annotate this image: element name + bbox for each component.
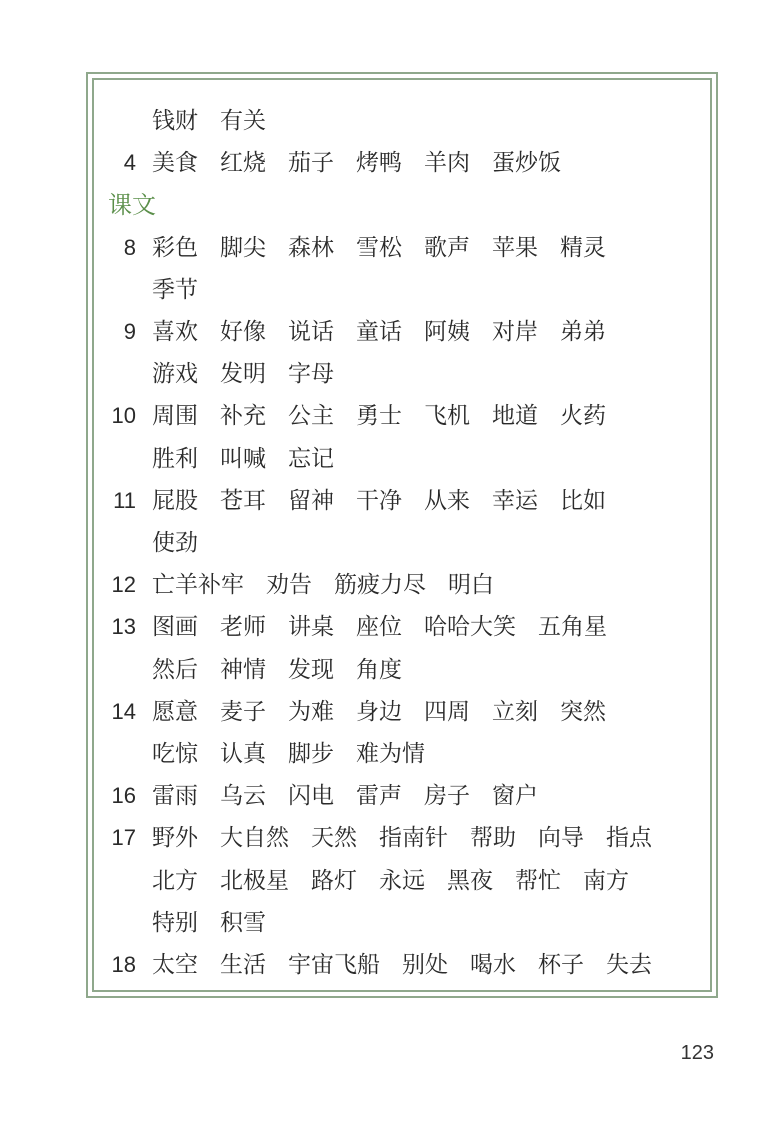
vocab-word: 突然 xyxy=(560,698,606,725)
vocab-word: 美食 xyxy=(152,150,198,177)
vocab-word: 飞机 xyxy=(424,403,470,430)
vocab-word: 别处 xyxy=(402,952,448,978)
vocab-word: 彩色 xyxy=(152,234,198,261)
vocab-word: 闪电 xyxy=(288,783,334,810)
vocab-word: 向导 xyxy=(538,825,584,852)
lesson-number: 10 xyxy=(111,403,136,429)
lesson-number: 12 xyxy=(111,572,136,598)
vocab-word: 宇宙飞船 xyxy=(288,952,380,978)
vocab-word: 失去 xyxy=(606,952,652,978)
vocab-words xyxy=(152,101,288,141)
vocab-word: 干净 xyxy=(356,487,402,514)
vocab-word: 比如 xyxy=(560,487,606,514)
vocab-word: 野外 xyxy=(152,825,198,852)
vocab-word: 烤鸭 xyxy=(356,150,402,177)
vocab-word: 永远 xyxy=(379,867,425,894)
vocab-word: 钱财 xyxy=(152,108,198,134)
vocab-word: 角度 xyxy=(356,656,402,683)
vocab-word: 发明 xyxy=(220,361,266,388)
vocab-word: 勇士 xyxy=(356,403,402,430)
vocab-word: 地道 xyxy=(492,403,538,430)
page-border-inner xyxy=(92,78,712,992)
vocab-word: 明白 xyxy=(448,572,494,599)
vocab-word: 有关 xyxy=(220,108,266,134)
vocab-word: 幸运 xyxy=(492,487,538,514)
vocab-word: 喜欢 xyxy=(152,319,198,345)
section-heading: 课文 xyxy=(108,191,156,220)
vocab-word: 五角星 xyxy=(538,614,607,641)
vocab-word: 使劲 xyxy=(152,530,198,556)
vocab-word: 公主 xyxy=(288,403,334,430)
vocab-word: 苹果 xyxy=(492,234,538,261)
vocab-word: 脚尖 xyxy=(220,234,266,261)
vocab-word: 劝告 xyxy=(266,572,312,599)
vocab-word: 筋疲力尽 xyxy=(334,572,426,599)
vocab-words xyxy=(152,903,288,943)
vocab-word: 生活 xyxy=(220,952,266,978)
vocab-word: 苍耳 xyxy=(220,487,266,514)
vocab-word: 忘记 xyxy=(288,445,334,472)
vocab-word: 从来 xyxy=(424,487,470,514)
lesson-number: 18 xyxy=(111,952,136,977)
vocab-words xyxy=(152,945,674,985)
vocab-words xyxy=(152,228,628,268)
lesson-number: 4 xyxy=(123,150,136,176)
page-number: 123 xyxy=(680,1042,714,1064)
vocab-word: 神情 xyxy=(220,656,266,683)
vocab-word: 座位 xyxy=(356,614,402,641)
vocab-word: 房子 xyxy=(424,783,470,810)
vocab-words xyxy=(152,565,516,605)
vocab-word: 说话 xyxy=(288,319,334,345)
vocab-word: 然后 xyxy=(152,656,198,683)
vocab-word: 季节 xyxy=(152,276,198,303)
vocab-words xyxy=(152,354,356,394)
vocab-word: 帮助 xyxy=(470,825,516,852)
vocab-word: 精灵 xyxy=(560,234,606,261)
vocab-word: 蛋炒饭 xyxy=(492,150,561,177)
vocab-word: 乌云 xyxy=(220,783,266,810)
vocab-word: 叫喊 xyxy=(220,445,266,472)
vocab-word: 杯子 xyxy=(538,952,584,978)
vocab-words xyxy=(152,734,447,774)
vocab-word: 羊肉 xyxy=(424,150,470,177)
vocab-words xyxy=(152,143,583,183)
vocab-word: 老师 xyxy=(220,614,266,641)
vocab-words xyxy=(152,439,356,479)
vocab-word: 认真 xyxy=(220,741,266,767)
vocab-word: 黑夜 xyxy=(447,867,493,894)
vocab-word: 周围 xyxy=(152,403,198,430)
vocab-word: 喝水 xyxy=(470,952,516,978)
vocab-word: 帮忙 xyxy=(515,867,561,894)
vocab-word: 胜利 xyxy=(152,445,198,472)
vocab-words xyxy=(152,692,628,732)
lesson-number: 9 xyxy=(123,319,136,344)
lesson-number: 13 xyxy=(111,614,136,640)
vocab-word: 身边 xyxy=(356,698,402,725)
vocab-word: 阿姨 xyxy=(424,319,470,345)
vocab-words xyxy=(152,607,629,647)
vocab-word: 北方 xyxy=(152,867,198,894)
vocab-word: 四周 xyxy=(424,698,470,725)
vocab-words xyxy=(152,523,220,563)
vocab-word: 屁股 xyxy=(152,487,198,514)
vocab-word: 留神 xyxy=(288,487,334,514)
vocab-word: 红烧 xyxy=(220,150,266,177)
vocab-word: 脚步 xyxy=(288,741,334,767)
vocab-word: 北极星 xyxy=(220,867,289,894)
lesson-number: 8 xyxy=(123,234,136,260)
vocab-words xyxy=(152,270,220,310)
vocab-word: 南方 xyxy=(583,867,629,894)
vocab-word: 火药 xyxy=(560,403,606,430)
vocab-words xyxy=(152,481,628,521)
vocab-word: 窗户 xyxy=(492,783,538,810)
vocab-word: 天然 xyxy=(311,825,357,852)
vocab-word: 麦子 xyxy=(220,698,266,725)
vocab-word: 图画 xyxy=(152,614,198,641)
vocab-word: 茄子 xyxy=(288,150,334,177)
vocab-word: 好像 xyxy=(220,319,266,345)
vocab-word: 雷声 xyxy=(356,783,402,810)
vocab-word: 森林 xyxy=(288,234,334,261)
vocab-word: 讲桌 xyxy=(288,614,334,641)
vocab-word: 大自然 xyxy=(220,825,289,852)
vocab-word: 立刻 xyxy=(492,698,538,725)
lesson-number: 11 xyxy=(113,487,136,513)
vocab-word: 童话 xyxy=(356,319,402,345)
vocab-word: 指点 xyxy=(606,825,652,852)
vocab-words xyxy=(152,650,424,690)
vocabulary-list xyxy=(94,80,710,990)
vocab-word: 亡羊补牢 xyxy=(152,572,244,599)
vocab-word: 雷雨 xyxy=(152,783,198,810)
vocab-word: 难为情 xyxy=(356,741,425,767)
vocab-word: 哈哈大笑 xyxy=(424,614,516,641)
vocab-word: 对岸 xyxy=(492,319,538,345)
vocab-words xyxy=(152,312,628,352)
vocab-word: 补充 xyxy=(220,403,266,430)
vocab-word: 指南针 xyxy=(379,825,448,852)
vocab-words xyxy=(152,861,651,901)
lesson-number: 16 xyxy=(111,783,136,809)
vocab-word: 太空 xyxy=(152,952,198,978)
vocab-word: 路灯 xyxy=(311,867,357,894)
vocab-word: 特别 xyxy=(152,909,198,936)
vocab-word: 发现 xyxy=(288,656,334,683)
vocab-word: 积雪 xyxy=(220,909,266,936)
vocab-words xyxy=(152,396,628,436)
vocab-words xyxy=(152,776,560,816)
vocab-word: 游戏 xyxy=(152,361,198,388)
vocab-words xyxy=(152,818,674,858)
lesson-number: 14 xyxy=(111,698,136,724)
vocab-word: 雪松 xyxy=(356,234,402,261)
vocab-word: 字母 xyxy=(288,361,334,388)
vocab-word: 为难 xyxy=(288,698,334,725)
vocab-word: 歌声 xyxy=(424,234,470,261)
vocab-word: 弟弟 xyxy=(560,319,606,345)
vocab-word: 吃惊 xyxy=(152,741,198,767)
vocab-word: 愿意 xyxy=(152,698,198,725)
lesson-number: 17 xyxy=(111,825,136,851)
